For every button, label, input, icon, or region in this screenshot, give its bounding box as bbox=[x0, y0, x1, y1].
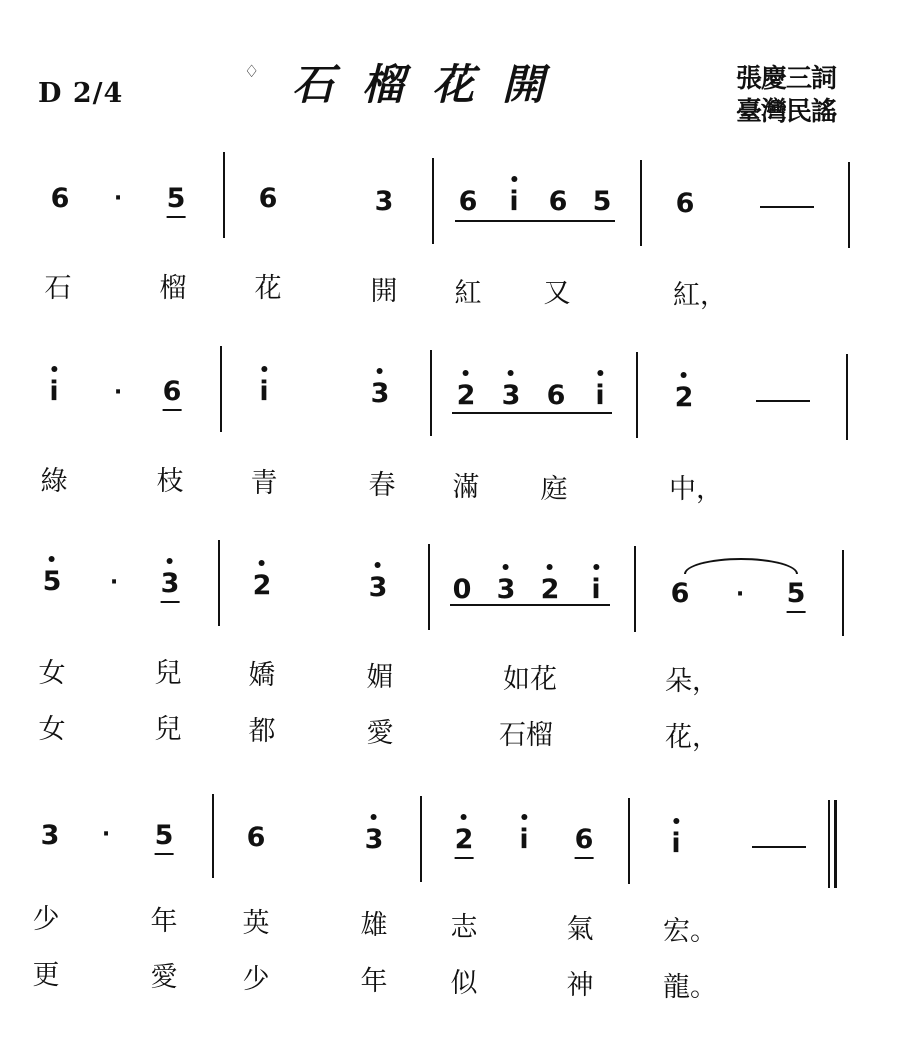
note: 6 bbox=[675, 188, 695, 219]
barline bbox=[432, 158, 434, 244]
lyric: 年 bbox=[150, 906, 178, 937]
note: 6 bbox=[246, 822, 266, 853]
lyric: 更 bbox=[32, 960, 60, 991]
lyric: 春 bbox=[368, 470, 396, 501]
lyric: 似 bbox=[450, 968, 478, 999]
lyric: 女 bbox=[38, 714, 66, 745]
lyric: 又 bbox=[543, 278, 571, 309]
lyric: 榴 bbox=[159, 273, 187, 304]
lyric: 愛 bbox=[366, 718, 394, 749]
lyric: 中， bbox=[669, 474, 723, 505]
note: 3 bbox=[161, 570, 180, 603]
composer-credit: 臺灣民謠 bbox=[736, 97, 837, 127]
lyric: 綠 bbox=[40, 466, 68, 497]
note: 2 bbox=[540, 574, 560, 605]
lyric: 媚 bbox=[366, 662, 394, 693]
note: 5 bbox=[42, 566, 62, 597]
extension-dash bbox=[756, 400, 810, 402]
lyric: 少 bbox=[242, 964, 270, 995]
lyric: 如花 bbox=[503, 664, 557, 695]
lyric: 宏。 bbox=[663, 916, 717, 947]
barline bbox=[842, 550, 844, 636]
note: 3 bbox=[496, 574, 516, 605]
note: 0 bbox=[452, 574, 472, 605]
barline bbox=[223, 152, 225, 238]
augmentation-dot: · bbox=[113, 380, 123, 405]
lyric: 都 bbox=[248, 716, 276, 747]
extension-dash bbox=[752, 846, 806, 848]
lyric: 氣 bbox=[566, 914, 594, 945]
lyric: 年 bbox=[360, 966, 388, 997]
note: i bbox=[519, 824, 529, 855]
note: 3 bbox=[40, 820, 60, 851]
note: i bbox=[259, 376, 269, 407]
beam bbox=[455, 220, 615, 222]
note: 5 bbox=[167, 185, 186, 218]
barline bbox=[640, 160, 642, 246]
lyric: 石榴 bbox=[499, 720, 553, 751]
lyric: 少 bbox=[32, 904, 60, 935]
lyric: 石 bbox=[44, 273, 72, 304]
note: 2 bbox=[252, 570, 272, 601]
lyricist-credit: 張慶三詞 bbox=[736, 64, 837, 94]
barline bbox=[218, 540, 220, 626]
lyric: 女 bbox=[38, 658, 66, 689]
note: 5 bbox=[787, 580, 806, 613]
lyric: 兒 bbox=[154, 658, 182, 689]
barline bbox=[420, 796, 422, 882]
lyric: 神 bbox=[566, 970, 594, 1001]
note: 5 bbox=[155, 822, 174, 855]
augmentation-dot: · bbox=[113, 186, 123, 211]
augmentation-dot: · bbox=[109, 570, 119, 595]
lyric: 花， bbox=[665, 722, 719, 753]
barline bbox=[628, 798, 630, 884]
augmentation-dot: · bbox=[101, 822, 111, 847]
note: 3 bbox=[501, 380, 521, 411]
note: 6 bbox=[575, 826, 594, 859]
note: 6 bbox=[50, 183, 70, 214]
barline bbox=[220, 346, 222, 432]
song-title: 石榴花開 bbox=[292, 60, 573, 109]
lyric: 愛 bbox=[150, 962, 178, 993]
note: i bbox=[671, 828, 681, 859]
lyric: 庭 bbox=[540, 474, 568, 505]
lyric: 枝 bbox=[156, 466, 184, 497]
final-barline-thin bbox=[828, 800, 830, 888]
lyric: 英 bbox=[242, 908, 270, 939]
lyric: 滿 bbox=[452, 472, 480, 503]
note: i bbox=[591, 574, 601, 605]
note: 6 bbox=[258, 183, 278, 214]
note: 3 bbox=[370, 378, 390, 409]
barline bbox=[430, 350, 432, 436]
note: 6 bbox=[458, 186, 478, 217]
key-time-signature: D 2/4 bbox=[38, 78, 124, 109]
lyric: 龍。 bbox=[663, 972, 717, 1003]
note: 5 bbox=[592, 186, 612, 217]
augmentation-dot: · bbox=[735, 582, 745, 607]
note: 2 bbox=[456, 380, 476, 411]
note: 6 bbox=[670, 578, 690, 609]
note: 6 bbox=[548, 186, 568, 217]
barline bbox=[428, 544, 430, 630]
note: 2 bbox=[674, 382, 694, 413]
barline bbox=[636, 352, 638, 438]
lyric: 青 bbox=[250, 468, 278, 499]
note: 3 bbox=[374, 186, 394, 217]
barline bbox=[848, 162, 850, 248]
barline bbox=[846, 354, 848, 440]
lyric: 嬌 bbox=[248, 660, 276, 691]
lyric: 朵， bbox=[665, 666, 719, 697]
note: 6 bbox=[546, 380, 566, 411]
lyric: 開 bbox=[370, 276, 398, 307]
note: i bbox=[595, 380, 605, 411]
lyric: 雄 bbox=[360, 910, 388, 941]
lyric: 兒 bbox=[154, 714, 182, 745]
note: 6 bbox=[163, 378, 182, 411]
lyric: 志 bbox=[450, 912, 478, 943]
note: 2 bbox=[455, 826, 474, 859]
note: i bbox=[509, 186, 519, 217]
lyric: 紅 bbox=[454, 278, 482, 309]
note: 3 bbox=[368, 572, 388, 603]
barline bbox=[634, 546, 636, 632]
beam bbox=[452, 412, 612, 414]
final-barline-thick bbox=[834, 800, 837, 888]
barline bbox=[212, 794, 214, 878]
lyric: 花 bbox=[254, 273, 282, 304]
lyric: 紅， bbox=[673, 280, 727, 311]
tie-slur bbox=[684, 558, 798, 574]
note: i bbox=[49, 376, 59, 407]
beam bbox=[450, 604, 610, 606]
note: 3 bbox=[364, 824, 384, 855]
title-ornament-icon: ♢ bbox=[244, 62, 260, 82]
extension-dash bbox=[760, 206, 814, 208]
